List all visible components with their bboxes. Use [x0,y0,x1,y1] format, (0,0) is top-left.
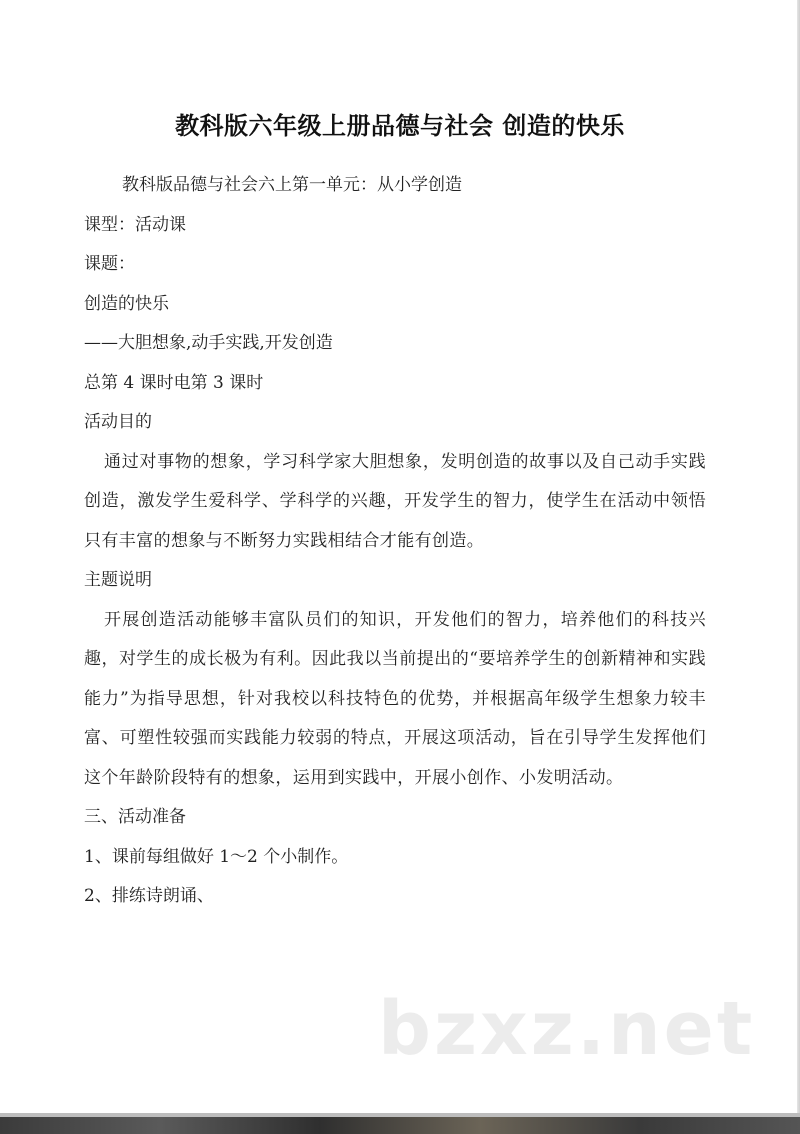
watermark-logo: bzxz.net [378,986,756,1072]
purpose-heading: 活动目的 [84,412,152,432]
lesson-topic-label: 课题： [84,254,135,274]
lesson-period-line: 总第 4 课时电第 3 课时 [84,372,264,393]
theme-heading: 主题说明 [84,570,152,590]
prep-heading: 三、活动准备 [84,807,186,827]
bottom-image-strip [0,1117,800,1134]
document-title: 教科版六年级上册品德与社会 创造的快乐 [175,112,625,141]
document-body [84,166,706,917]
purpose-paragraph: 通过对事物的想象，学习科学家大胆想象，发明创造的故事以及自己动手实践创造，激发学生爱科学、学科学的兴趣，开发学生的智力，使学生在活动中领悟只有丰富的想象与不断努力实践相结合才能有创造。 [84,451,706,551]
lesson-type-line: 课型：活动课 [84,214,186,235]
prep-item: 2、排练诗朗诵、 [84,886,214,906]
prep-item: 1、课前每组做好 1～2 个小制作。 [84,846,349,867]
theme-paragraph: 开展创造活动能够丰富队员们的知识，开发他们的智力，培养他们的科技兴趣，对学生的成长极为有利。因此我以当前提出的“要培养学生的创新精神和实践能力”为指导思想，针对我校以科技特色的优势，并根据高年级学生想象力较丰富、可塑性较强而实践能力较弱的特点，开展这项活动，旨在引导学生发挥他们这个年龄阶段特有的想象，运用到实践中，开展小创作、小发明活动。 [84,609,706,788]
lesson-subtitle: ——大胆想象,动手实践,开发创造 [84,333,333,353]
lesson-topic-title: 创造的快乐 [84,293,169,314]
unit-line: 教科版品德与社会六上第一单元：从小学创造 [122,175,462,195]
